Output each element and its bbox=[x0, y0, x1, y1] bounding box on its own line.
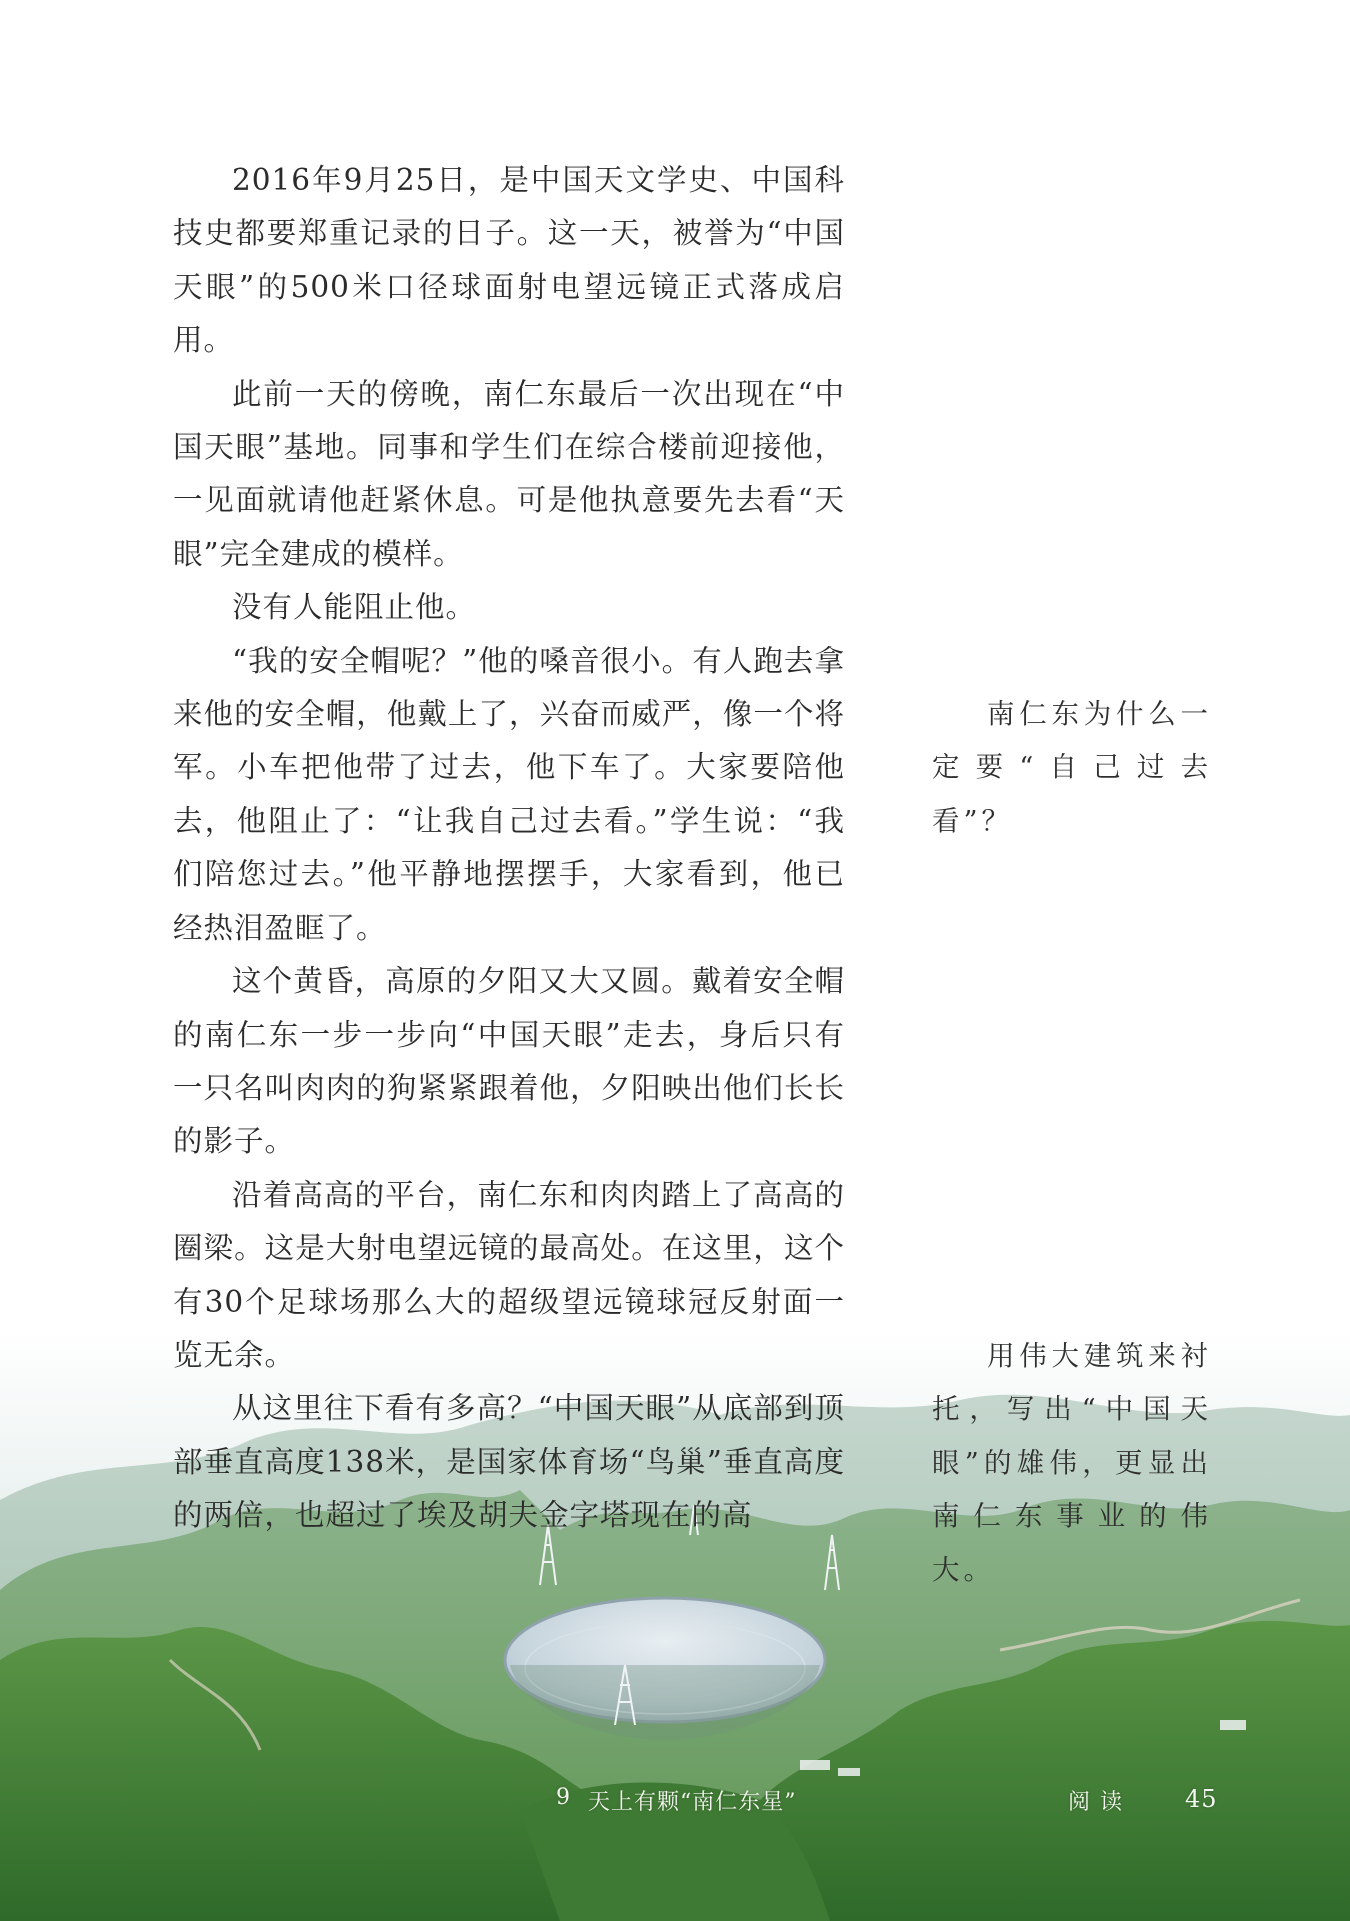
paragraph: 没有人能阻止他。 bbox=[232, 590, 477, 625]
paragraph: 此前一天的傍晚，南仁东最后一次出现在“中国天眼”基地。同事和学生们在综合楼前迎接他，一见面就请他赶紧休息。可是他执意要先去看“天眼”完全建成的模样。 bbox=[173, 376, 845, 571]
page-number: 45 bbox=[1185, 1785, 1218, 1813]
lesson-number: 9 bbox=[556, 1785, 571, 1810]
paragraph: 这个黄昏，高原的夕阳又大又圆。戴着安全帽的南仁东一步一步向“中国天眼”走去，身后只有一只名叫肉肉的狗紧紧跟着他，夕阳映出他们长长的影子。 bbox=[173, 964, 845, 1159]
side-note-comment: 用伟大建筑来衬托，写出“中国天眼”的雄伟，更显出南仁东事业的伟大。 bbox=[932, 1340, 1212, 1586]
paragraph: 沿着高高的平台，南仁东和肉肉踏上了高高的圈梁。这是大射电望远镜的最高处。在这里，这个有30个足球场那么大的超级望远镜球冠反射面一览无余。 bbox=[173, 1177, 845, 1372]
article-body bbox=[173, 154, 845, 1543]
side-note-question: 南仁东为什么一定要“自己过去看”？ bbox=[932, 698, 1212, 837]
section-label: 阅读 bbox=[1068, 1790, 1133, 1815]
page-footer bbox=[0, 1785, 1350, 1825]
paragraph: “我的安全帽呢？”他的嗓音很小。有人跑去拿来他的安全帽，他戴上了，兴奋而威严，像一个将军。小车把他带了过去，他下车了。大家要陪他去，他阻止了：“让我自己过去看。”学生说：“我们陪您过去。”他平静地摆摆手，大家看到，他已经热泪盈眶了。 bbox=[173, 643, 845, 945]
paragraph: 2016年9月25日，是中国天文学史、中国科技史都要郑重记录的日子。这一天，被誉为“中国天眼”的500米口径球面射电望远镜正式落成启用。 bbox=[173, 163, 845, 358]
lesson-title: 天上有颗“南仁东星” bbox=[588, 1790, 797, 1815]
paragraph: 从这里往下看有多高？“中国天眼”从底部到顶部垂直高度138米，是国家体育场“鸟巢”垂直高度的两倍，也超过了埃及胡夫金字塔现在的高 bbox=[173, 1391, 845, 1533]
